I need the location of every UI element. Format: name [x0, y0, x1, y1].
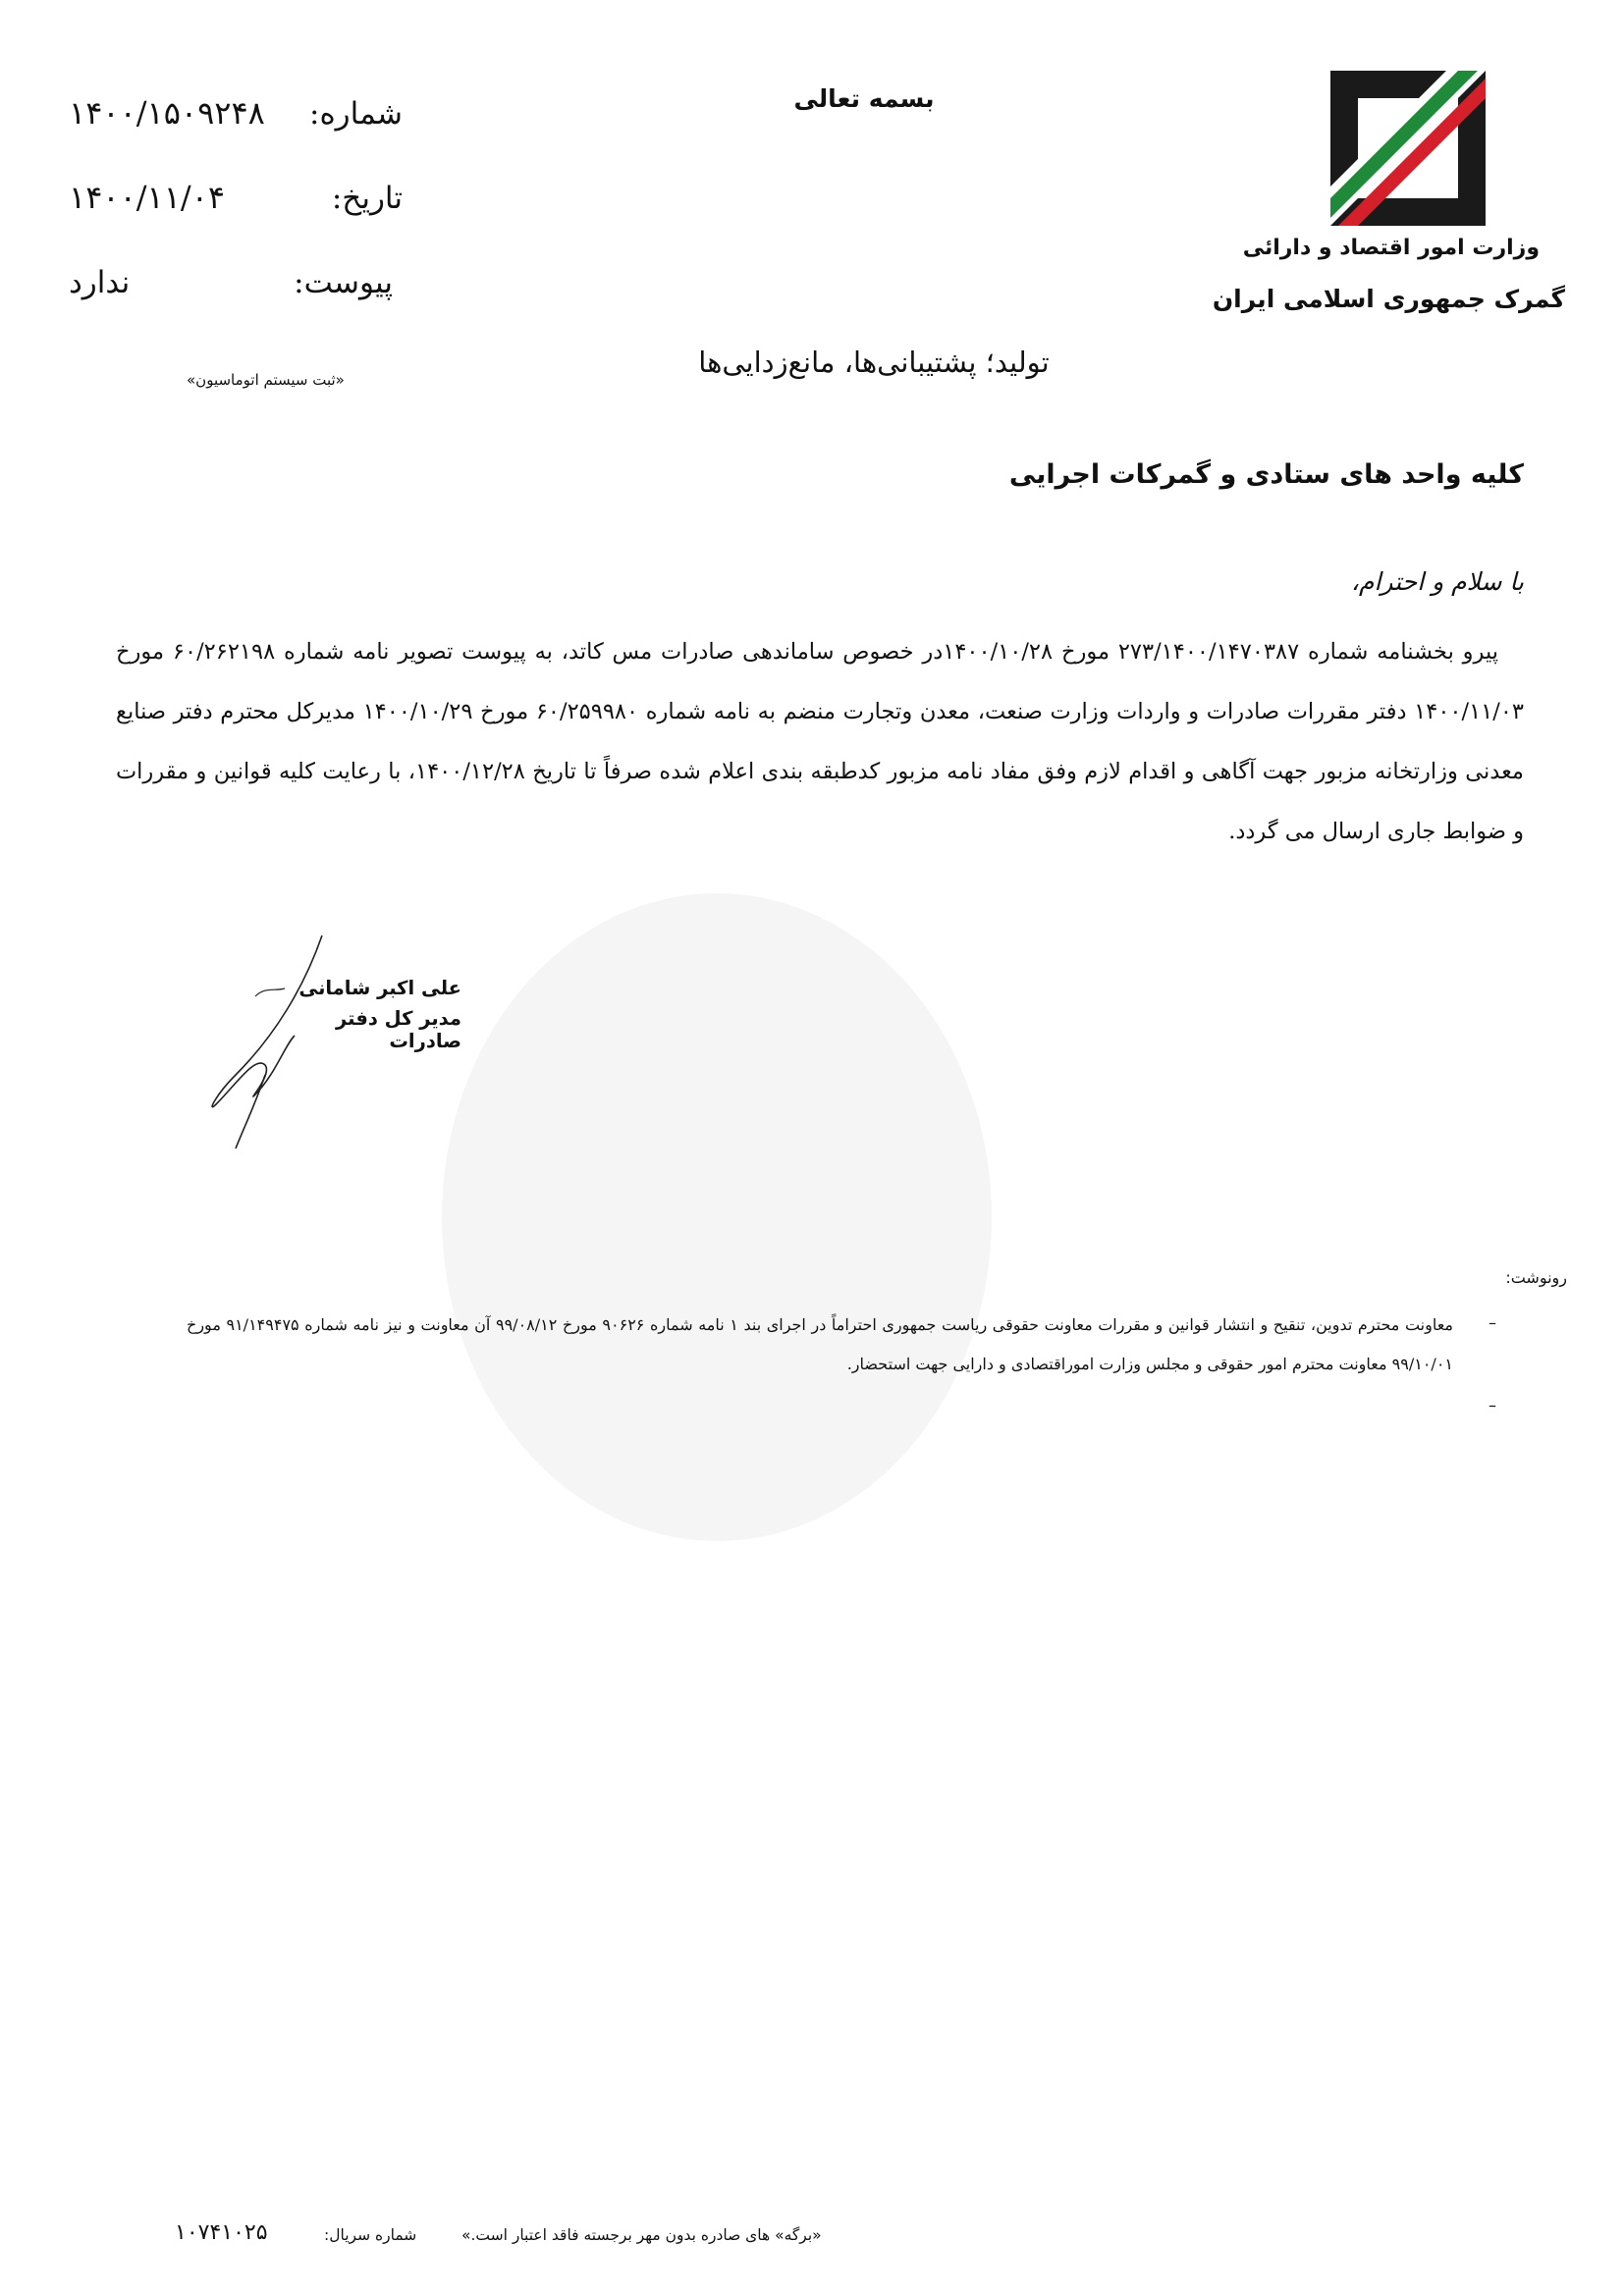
greeting: با سلام و احترام،: [1350, 567, 1524, 596]
footer-validity-note: «برگه» های صادره بدون مهر برجسته فاقد اعتبار است.»: [461, 2226, 822, 2244]
signatory-title: مدیر کل دفتر صادرات: [336, 1007, 461, 1052]
automation-note: «ثبت سیستم اتوماسیون»: [187, 371, 345, 389]
cc-bullet-2: –: [1489, 1396, 1496, 1415]
letter-date-row: [69, 179, 403, 216]
addressee: کلیه واحد های ستادی و گمرکات اجرایی: [1008, 459, 1524, 490]
letter-attachment-value: ندارد: [69, 265, 131, 300]
ministry-name: وزارت امور اقتصاد و دارائی: [1242, 236, 1540, 260]
letter-attachment-row: [69, 265, 393, 300]
letter-number-value: ۱۴۰۰/۱۵۰۹۲۴۸: [69, 94, 265, 132]
letter-attachment-label: پیوست:: [294, 265, 393, 300]
cc-label: رونوشت:: [1505, 1268, 1567, 1287]
customs-logo-icon: [1330, 71, 1486, 226]
letter-number-label: شماره:: [309, 96, 403, 132]
serial-label: شماره سریال:: [324, 2226, 417, 2244]
cc-bullet-1: –: [1489, 1313, 1496, 1332]
serial-value: ۱۰۷۴۱۰۲۵: [175, 2220, 268, 2245]
year-slogan: تولید؛ پشتیبانی‌ها، مانع‌زدایی‌ها: [698, 346, 1050, 379]
letter-number-row: [69, 94, 403, 132]
letter-date-value: ۱۴۰۰/۱۱/۰۴: [69, 179, 226, 216]
signatory-name: علی اکبر شامانی: [298, 977, 461, 999]
letter-body: پیرو بخشنامه شماره ۲۷۳/۱۴۰۰/۱۴۷۰۳۸۷ مورخ ۱۴۰۰/۱۰/۲۸در خصوص ساماندهی صادرات مس کاتد، به پیوست تصویر نامه شماره ۶۰/۲۶۲۱۹۸ مورخ ۱۴۰۰/۱۱/۰۳ دفتر مقررات صادرات و واردات وزارت صنعت، معدن وتجارت منضم به نامه شماره ۶۰/۲۵۹۹۸۰ مورخ ۱۴۰۰/۱۰/۲۹ مدیرکل محترم دفتر صنایع معدنی وزارتخانه مزبور جهت آگاهی و اقدام لازم وفق مفاد نامه مزبور کدطبقه بندی اعلام شده صرفاً تا تاریخ ۱۴۰۰/۱۲/۲۸، با رعایت کلیه قوانین و مقررات و ضوابط جاری ارسال می گردد.: [116, 639, 1524, 844]
customs-name: گمرک جمهوری اسلامی ایران: [1212, 285, 1565, 313]
cc-item: معاونت محترم تدوین، تنقیح و انتشار قوانین و مقررات معاونت حقوقی ریاست جمهوری احتراماً در اجرای بند ۱ نامه شماره ۹۰۶۲۶ مورخ ۹۹/۰۸/۱۲ آن معاونت و نیز نامه شماره ۹۱/۱۴۹۴۷۵ مورخ ۹۹/۱۰/۰۱ معاونت محترم امور حقوقی و مجلس وزارت اموراقتصادی و دارایی جهت استحضار.: [187, 1315, 1454, 1373]
basmala-heading: بسمه تعالی: [793, 84, 935, 113]
letter-date-label: تاریخ:: [331, 181, 403, 216]
watermark-emblem: [412, 864, 1021, 1571]
